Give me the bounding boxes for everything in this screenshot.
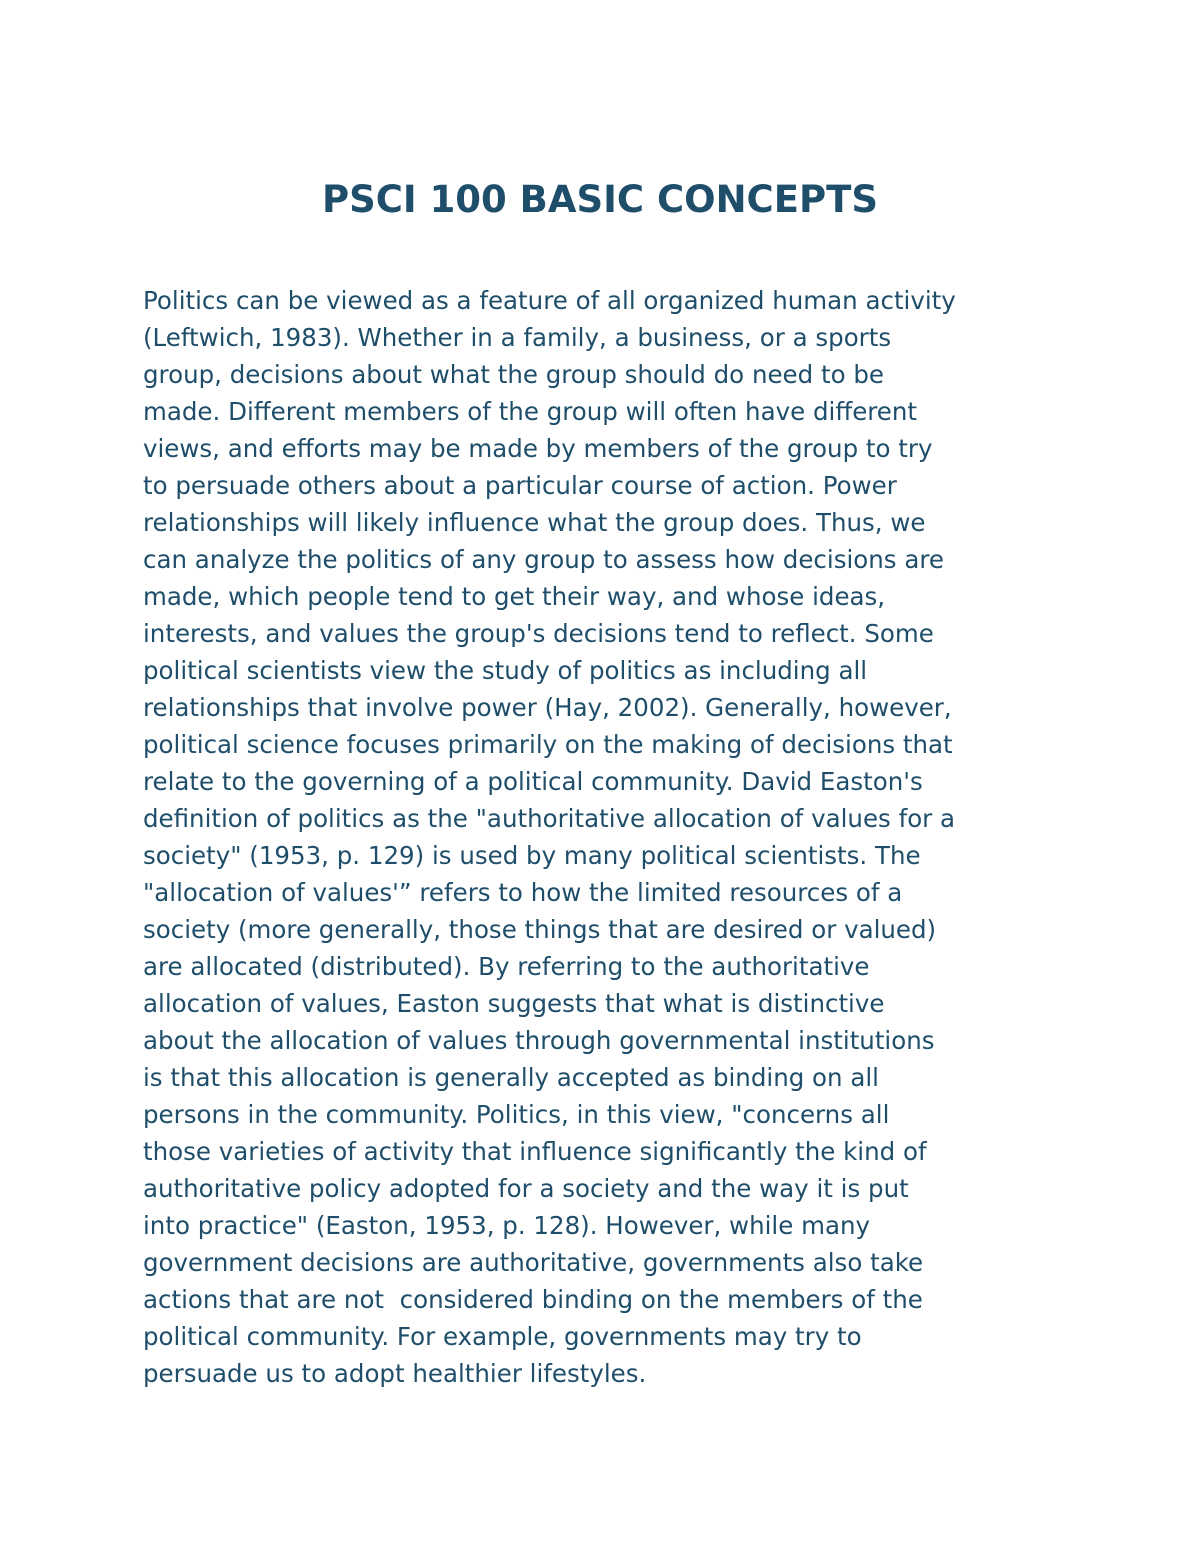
paragraph-line: can analyze the politics of any group to assess how decisions are [143,545,944,574]
paragraph-line: views, and efforts may be made by members of the group to try [143,434,933,463]
paragraph-line: government decisions are authoritative, governments also take [143,1248,924,1277]
paragraph-line: into practice" (Easton, 1953, p. 128). However, while many [143,1211,870,1240]
paragraph-line: are allocated (distributed). By referring to the authoritative [143,952,870,981]
paragraph-line: is that this allocation is generally accepted as binding on all [143,1063,879,1092]
paragraph-line: (Leftwich, 1983). Whether in a family, a business, or a sports [143,323,892,352]
paragraph-line: actions that are not considered binding on the members of the [143,1285,923,1314]
paragraph-line: Politics can be viewed as a feature of all organized human activity [143,286,956,315]
paragraph-line: about the allocation of values through governmental institutions [143,1026,935,1055]
paragraph-line: those varieties of activity that influence significantly the kind of [143,1137,927,1166]
paragraph-line: allocation of values, Easton suggests that what is distinctive [143,989,885,1018]
paragraph-line: relationships that involve power (Hay, 2002). Generally, however, [143,693,952,722]
paragraph-line: relate to the governing of a political community. David Easton's [143,767,923,796]
paragraph-line: made, which people tend to get their way, and whose ideas, [143,582,886,611]
paragraph-line: society" (1953, p. 129) is used by many political scientists. The [143,841,921,870]
paragraph-line: definition of politics as the "authoritative allocation of values for a [143,804,956,833]
paragraph-line: "allocation of values'” refers to how the limited resources of a [143,878,903,907]
paragraph-line: political community. For example, governments may try to [143,1322,862,1351]
paragraph-line: persons in the community. Politics, in this view, "concerns all [143,1100,890,1129]
paragraph-line: to persuade others about a particular course of action. Power [143,471,897,500]
paragraph-line: persuade us to adopt healthier lifestyles. [143,1359,647,1388]
body-paragraph [143,282,1083,1392]
paragraph-line: relationships will likely influence what the group does. Thus, we [143,508,926,537]
paragraph-line: political science focuses primarily on the making of decisions that [143,730,953,759]
paragraph-line: authoritative policy adopted for a society and the way it is put [143,1174,909,1203]
paragraph-line: made. Different members of the group will often have different [143,397,918,426]
page-title: PSCI 100 BASIC CONCEPTS [322,178,878,221]
paragraph-line: interests, and values the group's decisions tend to reflect. Some [143,619,934,648]
paragraph-line: political scientists view the study of politics as including all [143,656,868,685]
paragraph-line: society (more generally, those things that are desired or valued) [143,915,937,944]
paragraph-line: group, decisions about what the group should do need to be [143,360,884,389]
